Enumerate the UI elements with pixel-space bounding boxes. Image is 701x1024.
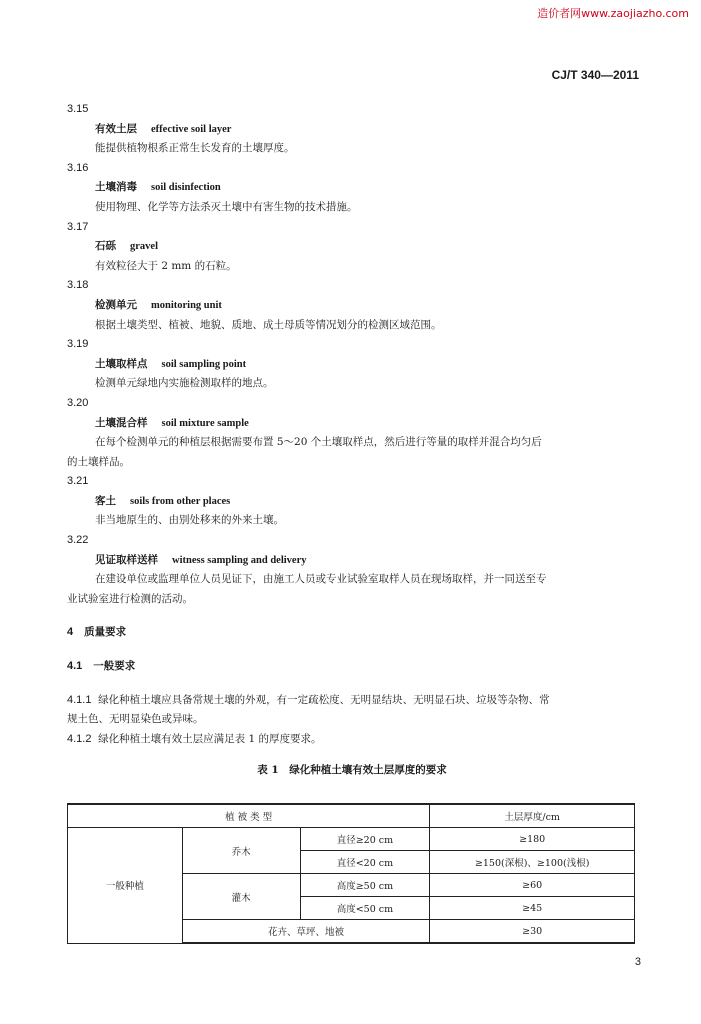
- section-heading: [67, 623, 637, 643]
- term-number: 3.19: [67, 338, 89, 351]
- term-title: [67, 355, 637, 375]
- clause-number: 4.1.1: [67, 693, 92, 706]
- table-row: [68, 828, 635, 851]
- term-definition: 有效粒径大于 2 mm 的石粒。: [95, 259, 237, 272]
- clause-4-1-1: [67, 691, 637, 730]
- term-number: 3.18: [67, 279, 89, 292]
- table-header-cell: 土层厚度/cm: [430, 804, 635, 828]
- standard-code: CJ/T 340—2011: [551, 68, 639, 82]
- term-zh: 检测单元: [95, 298, 137, 311]
- term-en: soil sampling point: [161, 358, 247, 370]
- term-block: [67, 100, 637, 159]
- clause-text-continued: 规土色、无明显染色或异味。: [67, 713, 204, 726]
- soil-thickness-table: [67, 803, 635, 944]
- term-title: [67, 178, 637, 198]
- term-title: [67, 414, 637, 434]
- subsection-heading: [67, 657, 637, 677]
- table-header-row: [68, 804, 635, 828]
- term-block: [67, 472, 637, 531]
- table-value-cell: ≥60: [430, 874, 635, 897]
- term-definition-continued: 业试验室进行检测的活动。: [67, 592, 193, 605]
- term-en: monitoring unit: [151, 299, 222, 311]
- term-definition: 根据土壤类型、植被、地貌、质地、成土母质等情况划分的检测区域范围。: [95, 318, 442, 331]
- table-category-cell: 乔木: [182, 828, 300, 874]
- section-title: 质量要求: [84, 626, 127, 639]
- page-content: [67, 100, 637, 787]
- term-title: [67, 492, 637, 512]
- table-header-cell: 植 被 类 型: [68, 804, 430, 828]
- term-definition: 能提供植物根系正常生长发育的土壤厚度。: [95, 142, 295, 155]
- page-number: 3: [634, 956, 641, 968]
- term-zh: 客土: [95, 494, 116, 507]
- term-block: [67, 276, 637, 335]
- term-zh: 土壤混合样: [95, 416, 148, 429]
- table-title: 表 1 绿化种植土壤有效土层厚度的要求: [257, 764, 447, 777]
- table-condition-cell: 直径≥20 cm: [300, 828, 430, 851]
- term-zh: 见证取样送样: [95, 553, 158, 566]
- term-number: 3.21: [67, 475, 89, 488]
- term-zh: 土壤取样点: [95, 357, 148, 370]
- table-condition-cell: 高度≥50 cm: [300, 874, 430, 897]
- term-number: 3.15: [67, 103, 89, 115]
- term-en: gravel: [130, 241, 158, 253]
- term-en: effective soil layer: [151, 123, 232, 135]
- term-title: [67, 237, 637, 257]
- term-block: [67, 159, 637, 218]
- term-number: 3.17: [67, 220, 89, 233]
- clause-number: 4.1.2: [67, 732, 92, 745]
- term-definition: 使用物理、化学等方法杀灭土壤中有害生物的技术措施。: [95, 200, 358, 213]
- watermark: 造价者网www.zaojiazho.com: [537, 7, 689, 20]
- term-title: [67, 551, 637, 571]
- term-number: 3.16: [67, 161, 89, 174]
- term-zh: 石砾: [95, 240, 116, 253]
- table-value-cell: ≥180: [430, 828, 635, 851]
- term-number: 3.22: [67, 534, 89, 547]
- table-condition-cell: 直径<20 cm: [300, 851, 430, 874]
- term-definition: 检测单元绿地内实施检测取样的地点。: [95, 377, 274, 390]
- subsection-title: 一般要求: [93, 660, 136, 673]
- term-block: [67, 531, 637, 609]
- table-condition-cell: 高度<50 cm: [300, 897, 430, 920]
- term-title: [67, 296, 637, 316]
- term-en: soil disinfection: [151, 182, 221, 194]
- table-value-cell: ≥45: [430, 897, 635, 920]
- subsection-number: 4.1: [67, 660, 83, 673]
- term-en: soil mixture sample: [161, 417, 249, 429]
- term-definition: 在建设单位或监理单位人员见证下，由施工人员或专业试验室取样人员在现场取样，并一同送至专: [95, 573, 547, 586]
- clause-text: 绿化种植土壤有效土层应满足表 1 的厚度要求。: [98, 732, 322, 745]
- term-en: witness sampling and delivery: [172, 554, 307, 566]
- term-number: 3.20: [67, 396, 89, 409]
- term-block: [67, 218, 637, 277]
- term-block: [67, 394, 637, 472]
- clause-text: 绿化种植土壤应具备常规土壤的外观，有一定疏松度、无明显结块、无明显石块、垃圾等杂物、常: [98, 693, 550, 706]
- section-number: 4: [67, 626, 74, 639]
- table-value-cell: ≥30: [430, 920, 635, 944]
- term-zh: 有效土层: [95, 122, 137, 135]
- term-definition: 在每个检测单元的种植层根据需要布置 5～20 个土壤取样点，然后进行等量的取样并混合均匀后: [95, 436, 542, 449]
- term-en: soils from other places: [130, 495, 231, 507]
- term-definition: 非当地原生的、由别处移来的外来土壤。: [95, 514, 284, 527]
- term-definition-continued: 的土壤样品。: [67, 455, 130, 468]
- table-category-cell: 花卉、草坪、地被: [182, 920, 430, 944]
- term-title: [67, 120, 637, 140]
- table-group-cell: 一般种植: [68, 828, 183, 944]
- clause-4-1-2: [67, 730, 637, 750]
- term-block: [67, 335, 637, 394]
- table-value-cell: ≥150(深根)、≥100(浅根): [430, 851, 635, 874]
- table-category-cell: 灌木: [182, 874, 300, 920]
- term-zh: 土壤消毒: [95, 181, 137, 194]
